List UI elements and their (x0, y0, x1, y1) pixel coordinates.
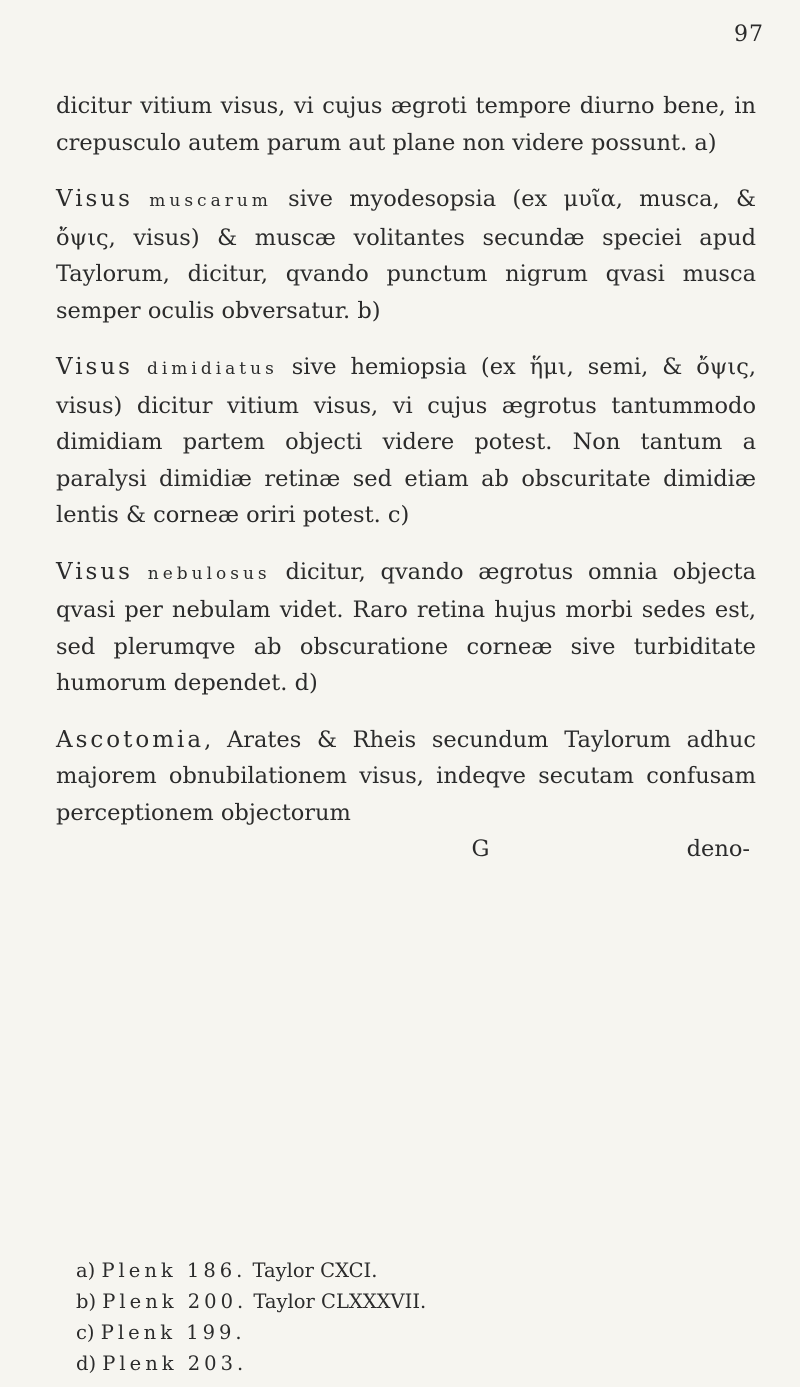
paragraph-lead: Ascotomia (56, 726, 205, 753)
paragraph-text: sive myodesopsia (ex μυῖα, musca, & ὄψις, visus) & muscæ volitantes secundæ speciei apud Taylorum, dicitur, qvando punctum nigrum qvasi musca semper oculis obversatur. b) (56, 186, 756, 324)
footnote (76, 1286, 676, 1317)
paragraph-text: dicitur vitium visus, vi cujus ægroti tempore diurno bene, in crepusculo autem parum aut plane non videre possunt. a) (56, 93, 756, 156)
footnote-mark: d) (76, 1352, 97, 1375)
signature-mark: G (471, 836, 490, 862)
paragraph-lead: Visus (56, 354, 133, 380)
page-number: 97 (734, 22, 764, 47)
body-text (56, 88, 756, 868)
catchword: deno- (686, 836, 750, 862)
footnote-ref: Taylor CXCI. (252, 1259, 378, 1282)
paragraph-visus-muscarum (56, 181, 756, 329)
footnote (76, 1317, 676, 1348)
footnote-ref: Plenk 186. (101, 1259, 247, 1282)
footnote (76, 1348, 676, 1379)
paragraph-lead-smallcaps: muscarum (149, 191, 272, 211)
footnote-mark: b) (76, 1290, 97, 1313)
paragraph-text: sive hemiopsia (ex ἥμι, semi, & ὄψις, visus) dicitur vitium visus, vi cujus ægrotus tantummodo dimidiam partem objecti videre potest. Non tantum a paralysi dimidiæ retinæ sed etiam ab obscuritate dimidiæ lentis & corneæ oriri potest. c) (56, 354, 756, 528)
footnotes (76, 1255, 676, 1379)
footnote-ref: Plenk 203. (102, 1352, 248, 1375)
paragraph-ascotomia (56, 722, 756, 832)
footnote-ref: Taylor CLXXXVII. (253, 1290, 427, 1313)
paragraph-lead-smallcaps: nebulosus (147, 563, 271, 584)
paragraph-visus-nebulosus (56, 554, 756, 702)
paragraph-text: dicitur, qvando ægrotus omnia objecta qvasi per nebulam videt. Raro retina hujus morbi sedes est, sed plerumqve ab obscuratione corneæ sive turbiditate humorum dependet. d) (56, 558, 757, 696)
paragraph-lead-smallcaps: dimidiatus (146, 359, 278, 379)
footnote-ref: Plenk 199. (100, 1321, 246, 1344)
footnote-mark: a) (76, 1259, 96, 1282)
paragraph-lead: Visus (56, 186, 133, 212)
custos-line (56, 831, 756, 868)
footnote-ref: Plenk 200. (102, 1290, 248, 1313)
paragraph-hemeralopia (56, 88, 756, 161)
paragraph-text: , Arates & Rheis secundum Taylorum adhuc majorem obnubilationem visus, indeqve secutam confusam perceptionem objectorum (56, 726, 756, 826)
paragraph-lead: Visus (56, 558, 133, 585)
paragraph-visus-dimidiatus (56, 349, 756, 534)
footnote-mark: c) (76, 1321, 95, 1344)
footnote (76, 1255, 676, 1286)
